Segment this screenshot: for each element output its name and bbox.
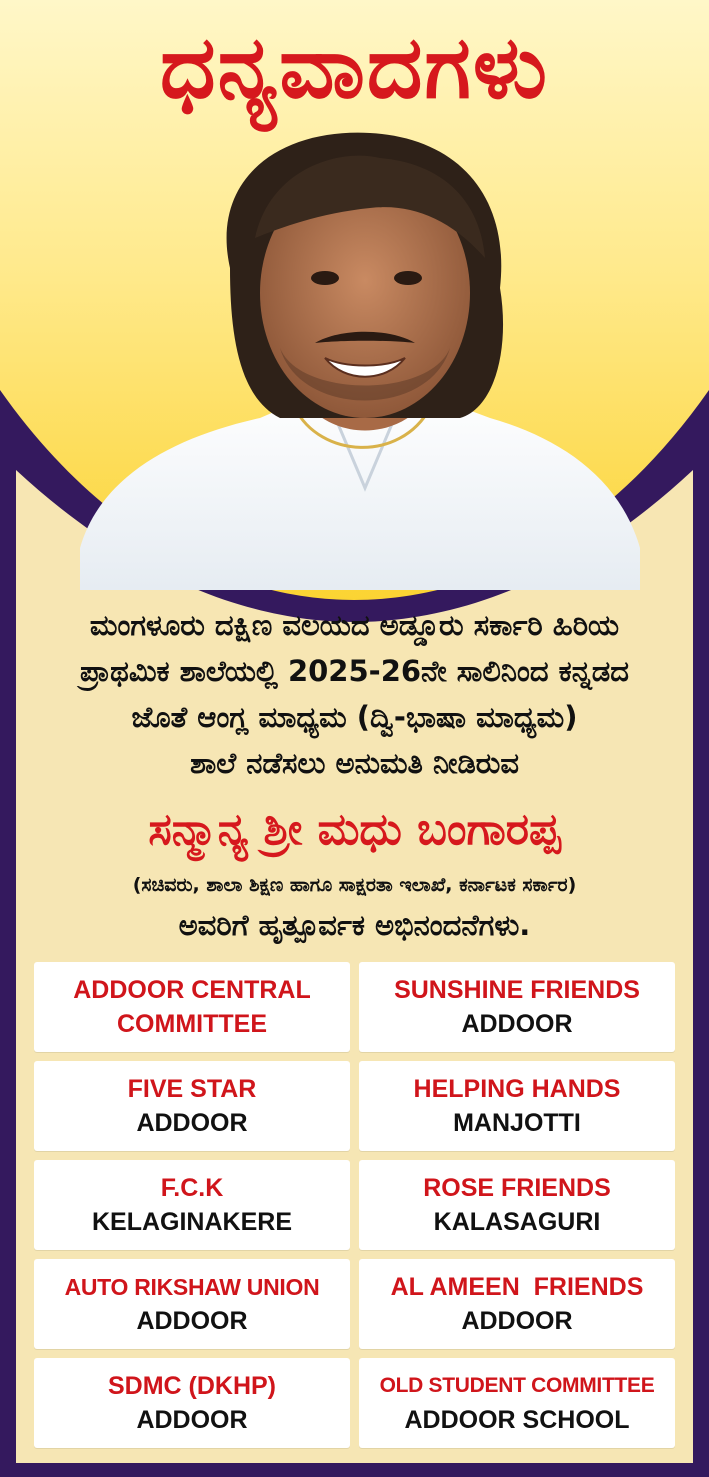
sponsor-grid — [34, 962, 675, 1448]
message-line: ಪ್ರಾಥಮಿಕ ಶಾಲೆಯಲ್ಲಿ 2025-26ನೇ ಸಾಲಿನಿಂದ ಕನ್ನಡದ — [80, 654, 629, 688]
sponsor-location: ADDOOR — [136, 1307, 248, 1335]
sponsor-name: SDMC (DKHP) — [107, 1372, 277, 1400]
sponsor-name: F.C.K — [160, 1174, 224, 1202]
sponsor-location: KALASAGURI — [433, 1208, 601, 1236]
sponsor-location: ADDOOR — [461, 1307, 573, 1335]
sponsor-name: ROSE FRIENDS — [423, 1174, 611, 1202]
sponsor-location: MANJOTTI — [453, 1109, 581, 1137]
sponsor-name: OLD STUDENT COMMITTEE — [379, 1374, 655, 1397]
message-line: ಶಾಲೆ ನಡೆಸಲು ಅನುಮತಿ ನೀಡಿರುವ — [190, 746, 519, 780]
sponsor-card — [359, 1259, 675, 1349]
sponsor-name: ADDOOR CENTRAL — [73, 976, 311, 1004]
sponsor-name: SUNSHINE FRIENDS — [394, 976, 640, 1004]
page-title: ಧನ್ಯವಾದಗಳು — [160, 18, 549, 118]
frame-left — [0, 470, 16, 1477]
message-line: ಮಂಗಳೂರು ದಕ್ಷಿಣ ವಲಯದ ಅಡ್ಡೂರು ಸರ್ಕಾರಿ ಹಿರಿಯ — [89, 608, 620, 642]
sponsor-card — [359, 962, 675, 1052]
honoree-designation: (ಸಚಿವರು, ಶಾಲಾ ಶಿಕ್ಷಣ ಹಾಗೂ ಸಾಕ್ಷರತಾ ಇಲಾಖೆ, ಕರ್ನಾಟಕ ಸರ್ಕಾರ) — [132, 874, 577, 896]
sponsor-card — [359, 1358, 675, 1448]
sponsor-location: ADDOOR — [136, 1406, 248, 1434]
message-paragraph — [30, 602, 679, 786]
sponsor-location: ADDOOR — [461, 1010, 573, 1038]
message-line: ಜೊತೆ ಆಂಗ್ಲ ಮಾಧ್ಯಮ (ದ್ವಿ-ಭಾಷಾ ಮಾಧ್ಯಮ) — [131, 700, 578, 734]
closing-line: ಅವರಿಗೆ ಹೃತ್ಪೂರ್ವಕ ಅಭಿನಂದನೆಗಳು. — [178, 908, 531, 942]
sponsor-name: FIVE STAR — [127, 1075, 257, 1103]
sponsor-card — [34, 962, 350, 1052]
sponsor-location: ADDOOR SCHOOL — [404, 1406, 630, 1434]
sponsor-card — [34, 1259, 350, 1349]
honoree-name: ಸನ್ಮಾನ್ಯ ಶ್ರೀ ಮಧು ಬಂಗಾರಪ್ಪ — [148, 804, 561, 855]
sponsor-name: AUTO RIKSHAW UNION — [64, 1274, 320, 1300]
sponsor-card — [359, 1160, 675, 1250]
portrait-photo — [80, 118, 640, 590]
sponsor-card — [34, 1358, 350, 1448]
frame-bottom — [0, 1463, 709, 1477]
sponsor-location: COMMITTEE — [117, 1010, 267, 1038]
sponsor-name: HELPING HANDS — [413, 1075, 621, 1103]
sponsor-card — [34, 1061, 350, 1151]
sponsor-location: ADDOOR — [136, 1109, 248, 1137]
sponsor-name: AL AMEEN FRIENDS — [390, 1273, 644, 1301]
sponsor-card — [34, 1160, 350, 1250]
sponsor-card — [359, 1061, 675, 1151]
sponsor-location: KELAGINAKERE — [91, 1208, 292, 1236]
frame-right — [693, 470, 709, 1477]
